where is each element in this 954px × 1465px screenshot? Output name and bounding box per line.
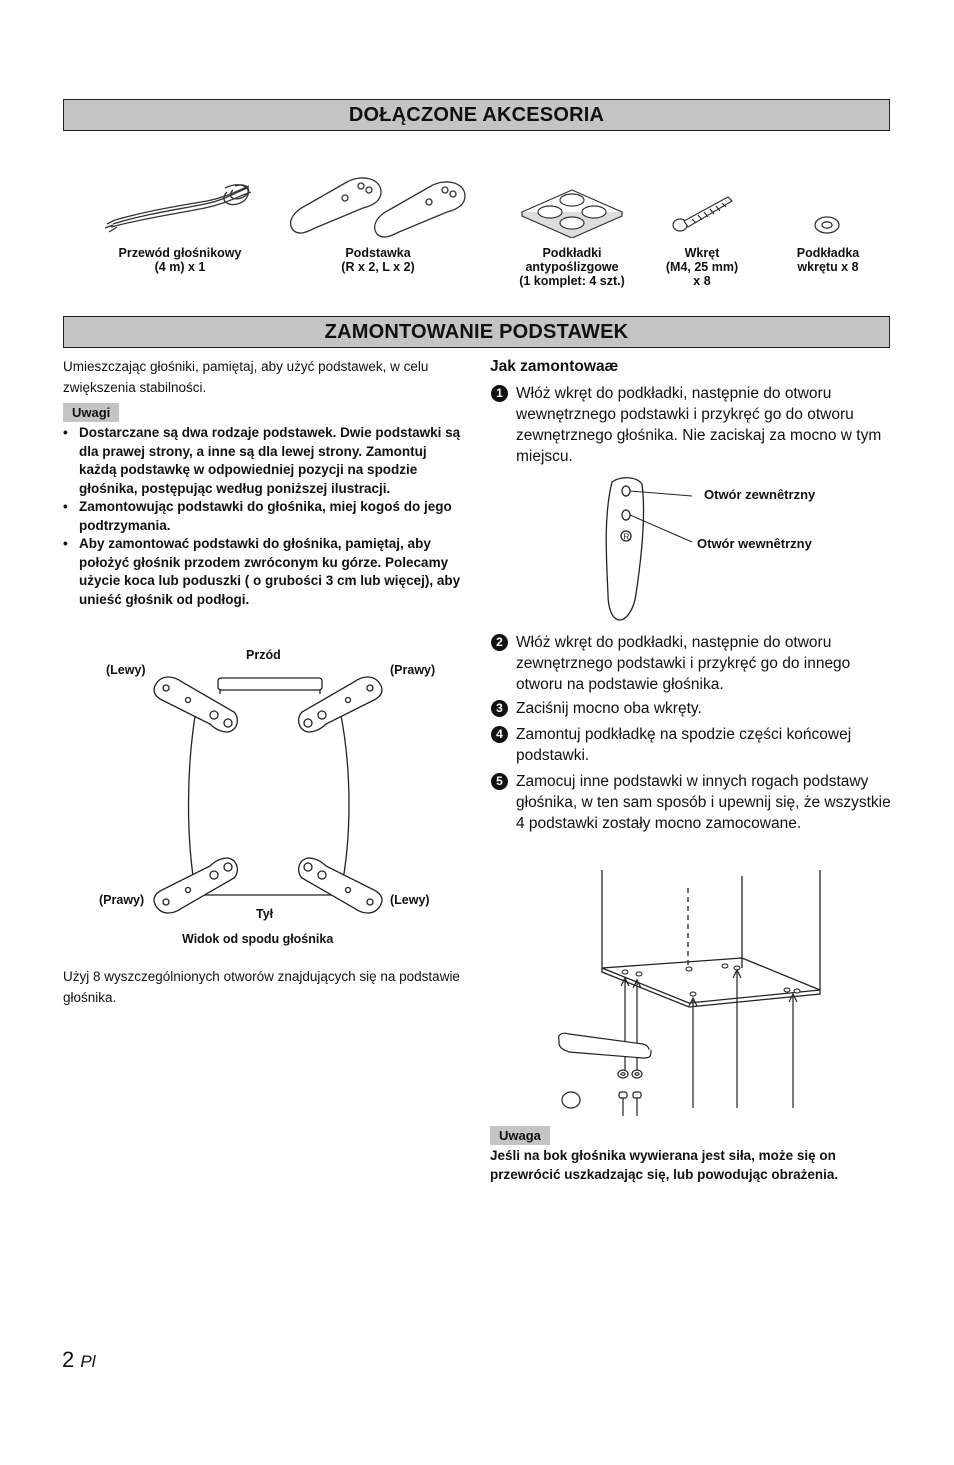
step-text: Zamocuj inne podstawki w innych rogach podstawy głośnika, w ten sam sposób i upewnij się, że wszystkie 4 podstawki zostały mocno zamocowane. — [516, 773, 891, 832]
r-mark: R — [623, 532, 630, 542]
notes-tag: Uwagi — [63, 403, 119, 422]
accessory-label-washer: Podkładka wkrętu x 8 — [796, 246, 860, 274]
accessory-label-cable: Przewód głośnikowy (4 m) x 1 — [118, 246, 242, 274]
step-number: 5 — [491, 773, 508, 790]
note-item: • Aby zamontować podstawki do głośnika, pamiętaj, aby położyć głośnik przodem zwróconym ku górze. Polecamy użycie koca lub poduszki ( o grubości 3 cm lub więcej), aby unieść głośnik od podłogi. — [63, 535, 463, 609]
stand-pads-icon — [285, 172, 480, 244]
diagram-caption: Widok od spodu głośnika — [182, 932, 334, 946]
assembly-diagram — [555, 868, 830, 1120]
note-item: • Zamontowując podstawki do głośnika, miej kogoś do jego podtrzymania. — [63, 498, 463, 535]
screw-icon — [668, 193, 736, 235]
step-5 — [491, 771, 891, 834]
step-text: Włóż wkręt do podkładki, następnie do otworu wewnętrznego podstawki i przykręć go do otworu zewnętrznego głośnika. Nie zaciskaj za mocno w tym miejscu. — [516, 385, 882, 465]
step-text: Zamontuj podkładkę na spodzie części końcowej podstawki. — [516, 726, 852, 764]
intro-text: Umieszczając głośniki, pamiętaj, aby użyć podstawek, w celu zwiększenia stabilności. — [63, 359, 429, 395]
step-3 — [491, 698, 891, 719]
label-outer-hole: Otwór zewnêtrzny — [704, 487, 816, 502]
warning-tag: Uwaga — [490, 1126, 550, 1145]
step-number: 4 — [491, 726, 508, 743]
accessory-label-screw: Wkręt (M4, 25 mm) x 8 — [665, 246, 739, 288]
step-4 — [491, 724, 891, 766]
label-back: Tył — [256, 907, 274, 921]
holes-note-text: Użyj 8 wyszczególnionych otworów znajdujących się na podstawie głośnika. — [63, 969, 460, 1005]
page-number-digit: 2 — [62, 1347, 75, 1372]
step-text: Włóż wkręt do podkładki, następnie do otworu zewnętrznego podstawki i przykręć go do innego otworu na podstawie głośnika. — [516, 634, 851, 693]
notes-list — [63, 424, 463, 609]
label-front: Przód — [246, 648, 281, 662]
page-language: Pl — [80, 1352, 96, 1371]
step-text: Zaciśnij mocno oba wkręty. — [516, 700, 702, 717]
accessory-label-stand: Podstawka (R x 2, L x 2) — [341, 246, 415, 274]
step-number: 1 — [491, 385, 508, 402]
label-right-top: (Prawy) — [390, 663, 436, 677]
note-item: • Dostarczane są dwa rodzaje podstawek. Dwie podstawki są dla prawej strony, a inne są dla lewej strony. Zamontuj każdą podstawkę w odpowiedniej pozycji na spodzie głośnika, postępując według poniższej ilustracji. — [63, 424, 463, 498]
section-title-accessories: DOŁĄCZONE AKCESORIA — [63, 99, 890, 131]
section-title-mounting: ZAMONTOWANIE PODSTAWEK — [63, 316, 890, 348]
label-inner-hole: Otwór wewnêtrzny — [697, 536, 812, 551]
how-to-heading: Jak zamontowaæ — [490, 358, 619, 375]
step-number: 3 — [491, 700, 508, 717]
step-number: 2 — [491, 634, 508, 651]
label-right-bottom: (Prawy) — [99, 893, 145, 907]
step-2 — [491, 632, 891, 695]
page-number — [62, 1347, 96, 1373]
accessory-label-pads: Podkładki antypoślizgowe (1 komplet: 4 szt.) — [519, 246, 625, 288]
warning-text: Jeśli na bok głośnika wywierana jest siła, może się on przewrócić uszkadzając się, lub powodując obrażenia. — [490, 1148, 839, 1182]
label-left-bottom: (Lewy) — [390, 893, 430, 907]
non-slip-pads-icon — [520, 188, 624, 238]
speaker-cable-icon — [105, 180, 255, 236]
step-1 — [491, 383, 891, 467]
label-left-top: (Lewy) — [106, 663, 146, 677]
washer-icon — [812, 214, 842, 236]
speaker-bottom-view-diagram — [140, 670, 400, 920]
